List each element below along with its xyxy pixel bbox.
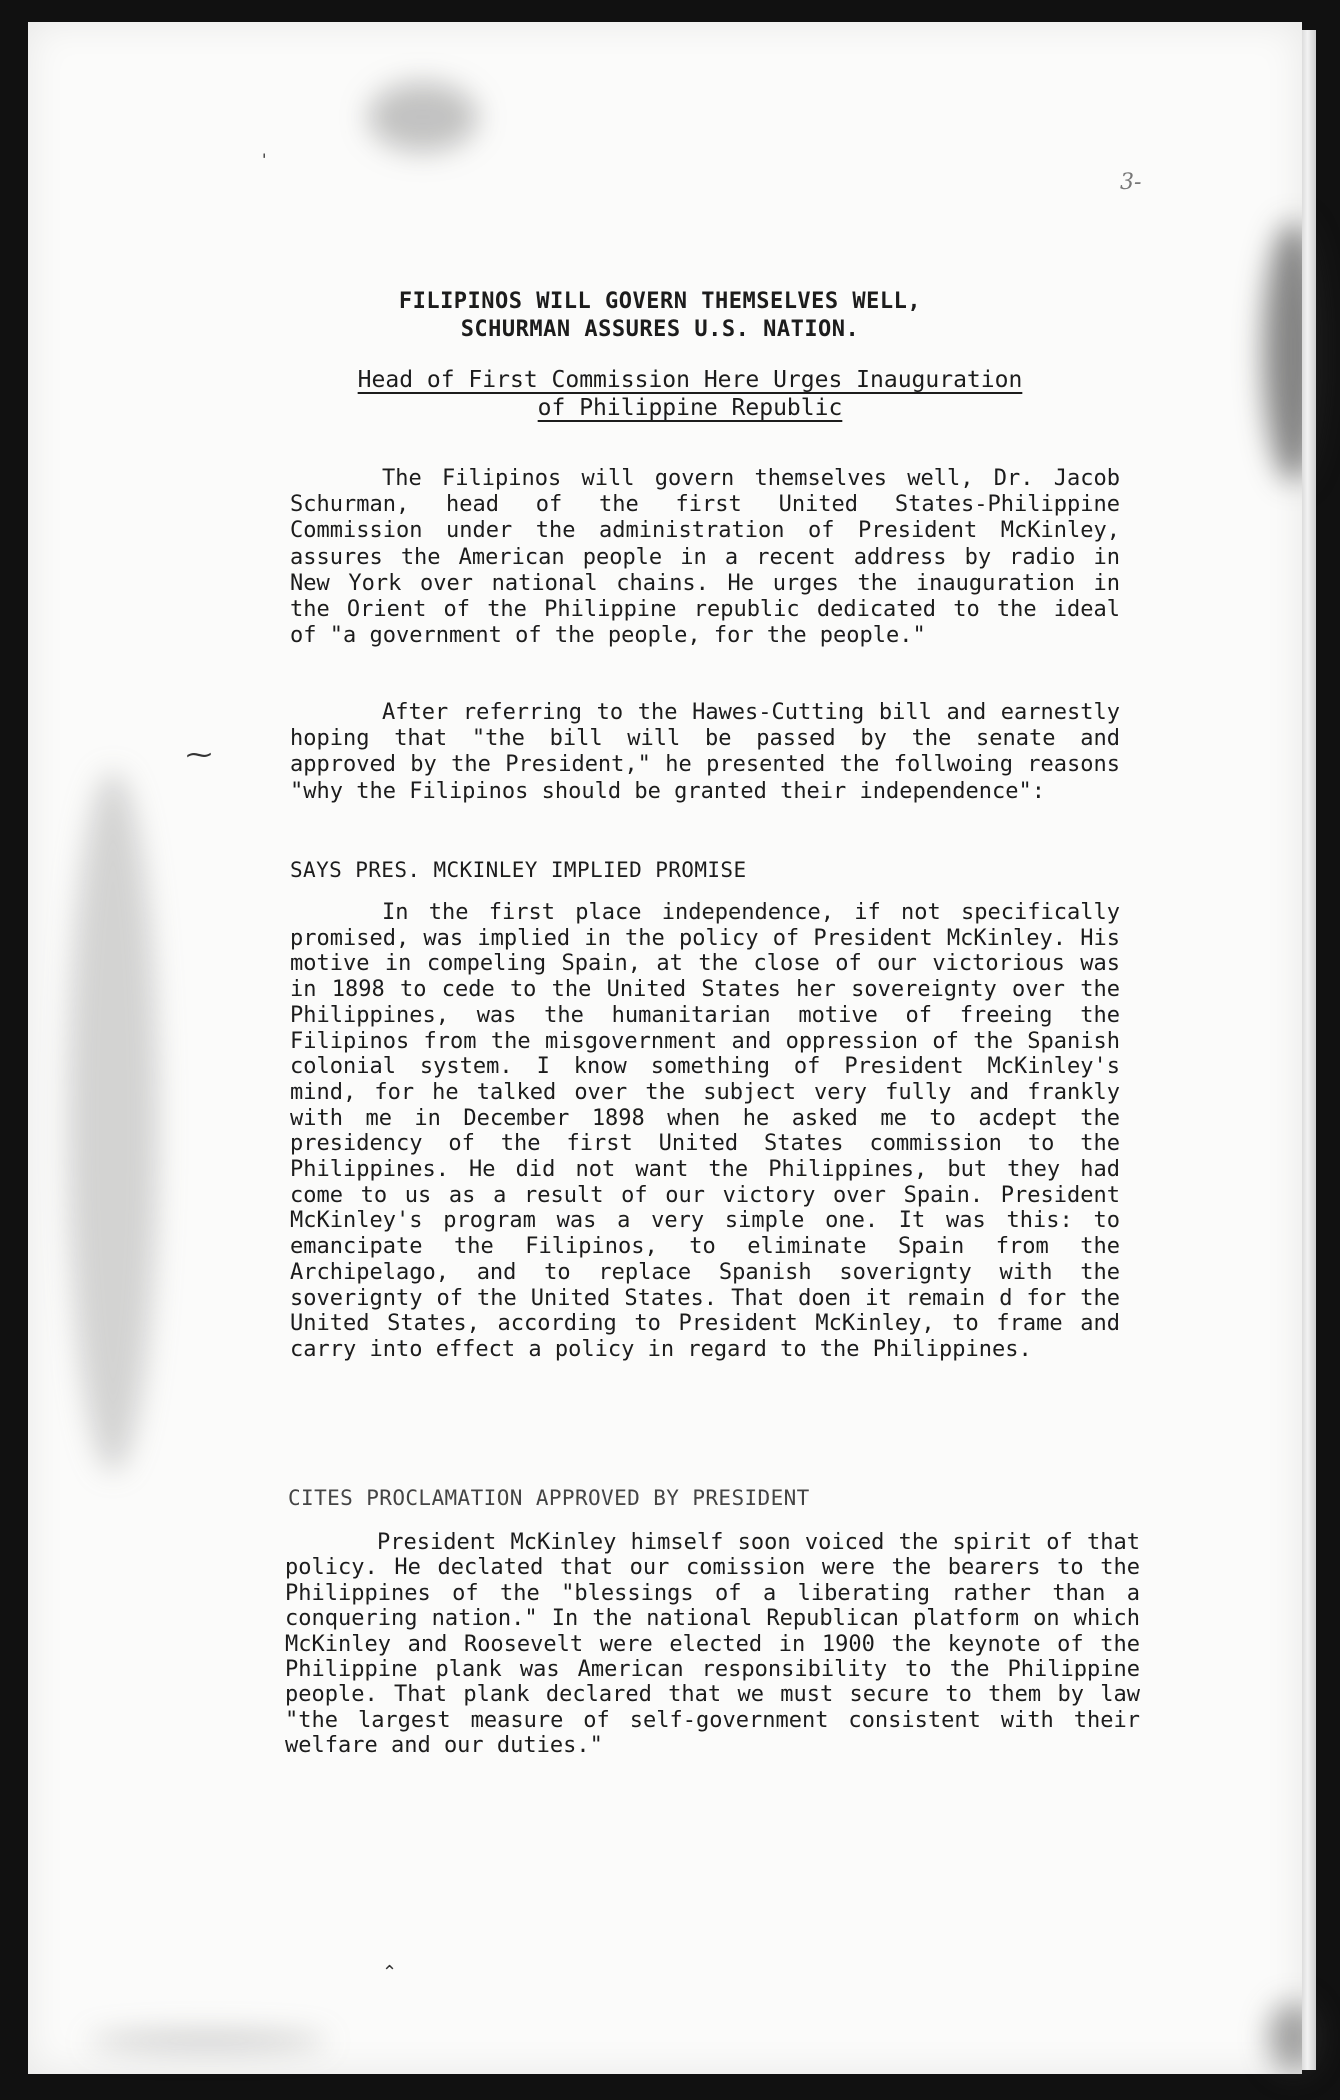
section-body-proclamation: President McKinley himself soon voiced the spirit of that policy. He declated that our comission were the bearers to the Philippines of the "blessings of a liberating rather than a conquering nation." In the national Republican platform on which McKinley and Roosevelt were elected in 1900 the keynote of the Philippine plank was American responsibility to the Philippine people. That plank declared that we must secure to them by law "the largest measure of self-government consistent with their welfare and our duties." (285, 1530, 1140, 1759)
subheadline-line-1: Head of First Commission Here Urges Inauguration (357, 367, 1023, 393)
headline (370, 288, 950, 344)
section-heading-mckinley-promise: SAYS PRES. MCKINLEY IMPLIED PROMISE (290, 858, 747, 882)
ink-smudge (68, 772, 158, 1472)
paragraph-intro: The Filipinos will govern themselves well, Dr. Jacob Schurman, head of the first United States-Philippine Commission under the administration of President McKinley, assures the American people in a recent address by radio in New York over national chains. He urges the inauguration in the Orient of the Philippine republic dedicated to the ideal of "a government of the people, for the people." (290, 466, 1120, 649)
headline-line-1: FILIPINOS WILL GOVERN THEMSELVES WELL, (398, 289, 922, 314)
paragraph-hawes-cutting: After referring to the Hawes-Cutting bill and earnestly hoping that "the bill will be passed by the senate and approved by the President," he presented the follwoing reasons "why the Filipinos should be granted their independence": (290, 700, 1120, 804)
subheadline (300, 366, 1080, 422)
section-body-mckinley-promise: In the first place independence, if not specifically promised, was implied in the policy of President McKinley. His motive in compeling Spain, at the close of our victorious was in 1898 to cede to the United States her soverеignty over the Philippines, was the humanitarian motive of freeing the Filipinos from the misgovernment and oppression of the Spanish colonial system. I know something of President McKinley's mind, for he talked over the subject very fully and frankly with me in December 1898 when he asked me to acdept the presidency of the first United States commission to the Philippines. He did not want the Philippines, but they had come to us as a result of our victory over Spain. President McKinley's program was a very simple one. It was this: to emancipate the Filipinos, to eliminate Spain from the Archipelago, and to replace Spanish soverignty with the soverignty of the United States. That doen it remain d for the United States, according to President McKinley, to frame and carry into effect a policy in regard to the Philippines. (290, 900, 1120, 1362)
ink-smudge (88, 2032, 328, 2050)
ink-smudge (368, 82, 478, 152)
stray-mark: ' (262, 150, 267, 169)
headline-line-2: SCHURMAN ASSURES U.S. NATION. (460, 317, 860, 342)
stray-mark: ⌃ (382, 1962, 398, 1983)
section-heading-proclamation: CITES PROCLAMATION APPROVED BY PRESIDENT (288, 1486, 810, 1510)
handwritten-annotation: 3- (1120, 170, 1142, 195)
page-edge (1302, 30, 1316, 2070)
stray-mark: ⁓ (186, 740, 212, 770)
subheadline-line-2: of Philippine Republic (537, 395, 843, 421)
